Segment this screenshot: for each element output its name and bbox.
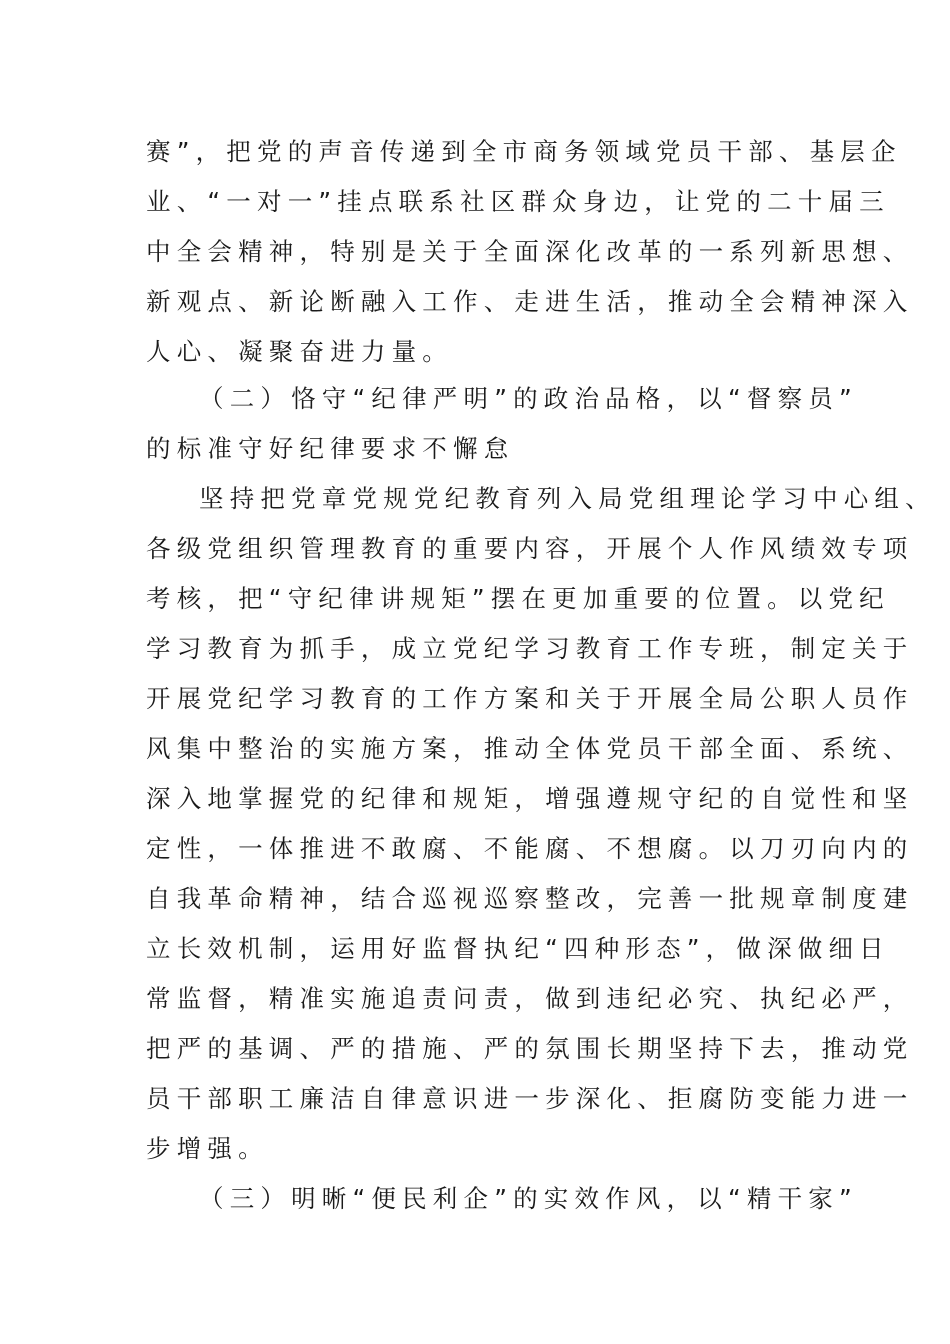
paragraph-line: 立长效机制，运用好监督执纪“四种形态”，做深做细日 bbox=[146, 934, 890, 963]
paragraph-line: 常监督，精准实施追责问责，做到违纪必究、执纪必严， bbox=[146, 984, 914, 1013]
paragraph-line: 开展党纪学习教育的工作方案和关于开展全局公职人员作 bbox=[146, 684, 914, 713]
paragraph-line: 坚持把党章党规党纪教育列入局党组理论学习中心组、 bbox=[199, 484, 936, 513]
paragraph-line: 学习教育为抓手，成立党纪学习教育工作专班，制定关于 bbox=[146, 634, 914, 663]
paragraph-line: 中全会精神，特别是关于全面深化改革的一系列新思想、 bbox=[146, 237, 914, 266]
section-heading-line: （三）明晰“便民利企”的实效作风，以“精干家” bbox=[199, 1184, 858, 1213]
paragraph-line: 把严的基调、严的措施、严的氛围长期坚持下去，推动党 bbox=[146, 1034, 914, 1063]
paragraph-line: 赛”，把党的声音传递到全市商务领域党员干部、基层企 bbox=[146, 137, 902, 166]
paragraph-line: 深入地掌握党的纪律和规矩，增强遵规守纪的自觉性和坚 bbox=[146, 784, 914, 813]
paragraph-line: 人心、凝聚奋进力量。 bbox=[146, 337, 453, 366]
section-heading-line: （二）恪守“纪律严明”的政治品格，以“督察员” bbox=[199, 384, 858, 413]
paragraph-line: 定性，一体推进不敢腐、不能腐、不想腐。以刀刃向内的 bbox=[146, 834, 914, 863]
paragraph-line: 考核，把“守纪律讲规矩”摆在更加重要的位置。以党纪 bbox=[146, 584, 890, 613]
paragraph-line: 新观点、新论断融入工作、走进生活，推动全会精神深入 bbox=[146, 287, 914, 316]
paragraph-line: 步增强。 bbox=[146, 1134, 269, 1163]
section-heading-line: 的标准守好纪律要求不懈怠 bbox=[146, 434, 515, 463]
paragraph-line: 自我革命精神，结合巡视巡察整改，完善一批规章制度建 bbox=[146, 884, 914, 913]
paragraph-line: 业、“一对一”挂点联系社区群众身边，让党的二十届三 bbox=[146, 187, 890, 216]
paragraph-line: 各级党组织管理教育的重要内容，开展个人作风绩效专项 bbox=[146, 534, 914, 563]
paragraph-line: 员干部职工廉洁自律意识进一步深化、拒腐防变能力进一 bbox=[146, 1084, 914, 1113]
paragraph-line: 风集中整治的实施方案，推动全体党员干部全面、系统、 bbox=[146, 734, 914, 763]
